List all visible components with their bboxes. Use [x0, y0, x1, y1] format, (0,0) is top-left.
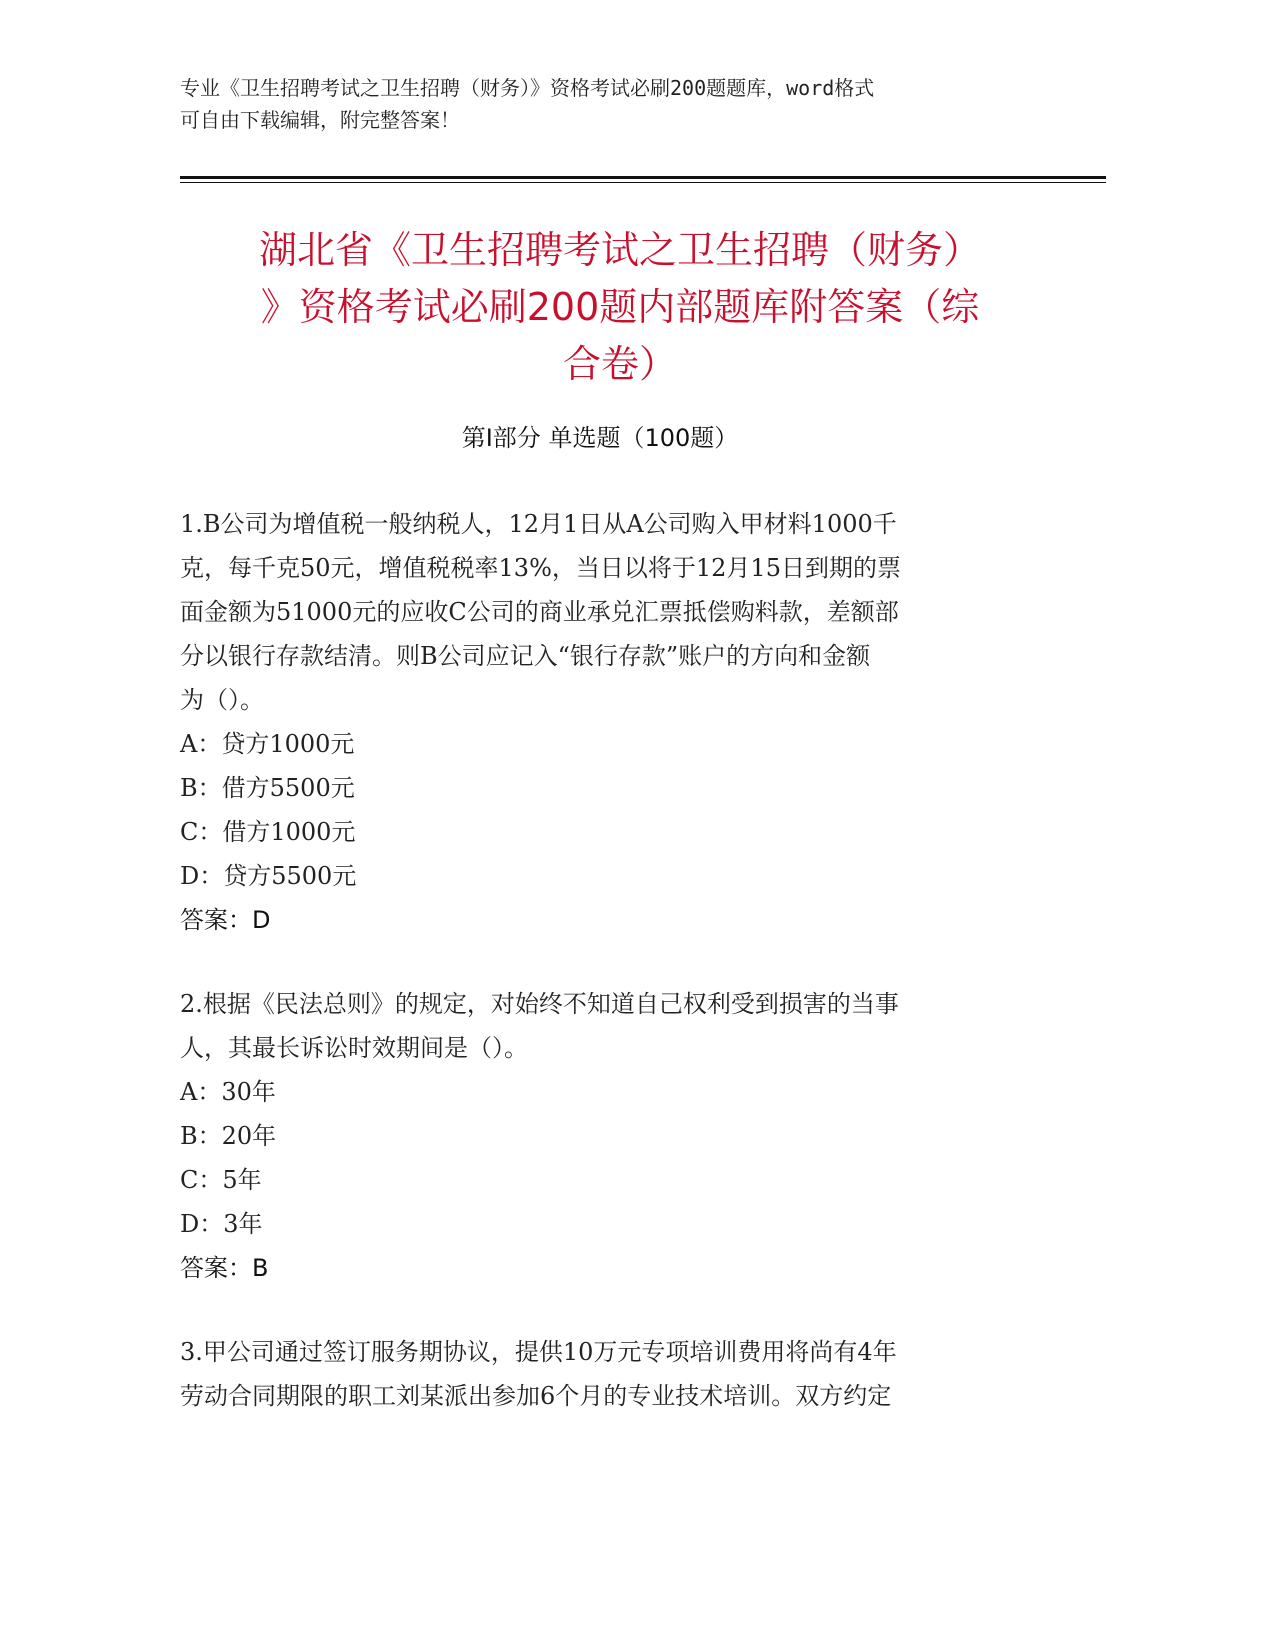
- option-d: D：3年: [180, 1210, 263, 1238]
- title-line: 合卷）: [562, 342, 677, 386]
- question-text-line: 1.B公司为增值税一般纳税人，12月1日从A公司购入甲材料1000千: [180, 510, 897, 538]
- answer-label: 答案：: [180, 1254, 252, 1282]
- header-note-line: 专业《卫生招聘考试之卫生招聘（财务）》资格考试必刷200题题库，word格式: [180, 76, 875, 100]
- option-d: D：贷方5500元: [180, 862, 357, 890]
- question-text-line: 劳动合同期限的职工刘某派出参加6个月的专业技术培训。双方约定: [180, 1382, 892, 1410]
- header-note: [180, 72, 1060, 136]
- option-a: A：贷方1000元: [180, 730, 355, 758]
- title-line: 》资格考试必刷200题内部题库附答案（综: [260, 285, 980, 329]
- option-b: B：20年: [180, 1122, 277, 1150]
- question-text-line: 面金额为51000元的应收C公司的商业承兑汇票抵偿购料款，差额部: [180, 598, 899, 626]
- section-heading: 第Ⅰ部分 单选题（100题）: [461, 424, 739, 452]
- answer-value: D: [252, 906, 271, 934]
- document-title: [180, 222, 1060, 393]
- answer-value: B: [252, 1254, 269, 1282]
- header-note-line: 可自由下载编辑，附完整答案！: [180, 108, 460, 132]
- option-b: B：借方5500元: [180, 774, 355, 802]
- question-3: [180, 1330, 1040, 1418]
- question-2: [180, 982, 1040, 1290]
- option-c: C：5年: [180, 1166, 262, 1194]
- option-c: C：借方1000元: [180, 818, 356, 846]
- option-a: A：30年: [180, 1078, 276, 1106]
- question-text: [180, 982, 1040, 1070]
- question-1: [180, 502, 1040, 942]
- question-text-line: 为（）。: [180, 686, 264, 714]
- question-text-line: 克，每千克50元，增值税税率13%，当日以将于12月15日到期的票: [180, 554, 901, 582]
- header-divider-thick: [180, 176, 1106, 179]
- question-text-line: 3.甲公司通过签订服务期协议，提供10万元专项培训费用将尚有4年: [180, 1338, 897, 1366]
- answer-line: [180, 1246, 1040, 1290]
- answer-label: 答案：: [180, 906, 252, 934]
- question-text: [180, 502, 1040, 722]
- question-text-line: 人，其最长诉讼时效期间是（）。: [180, 1034, 528, 1062]
- question-text-line: 分以银行存款结清。则B公司应记入“银行存款”账户的方向和金额: [180, 642, 871, 670]
- title-line: 湖北省《卫生招聘考试之卫生招聘（财务）: [258, 228, 981, 272]
- header-divider-thin: [180, 182, 1106, 183]
- question-text: [180, 1330, 1040, 1418]
- answer-line: [180, 898, 1040, 942]
- question-text-line: 2.根据《民法总则》的规定，对始终不知道自己权利受到损害的当事: [180, 990, 899, 1018]
